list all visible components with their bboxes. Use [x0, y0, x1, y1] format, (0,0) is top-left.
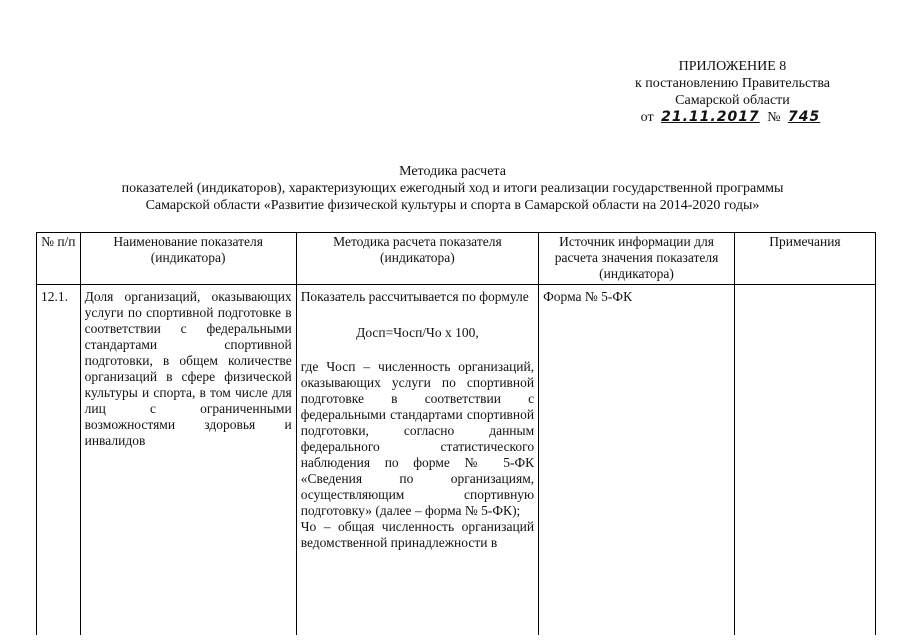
title-line-3: Самарской области «Развитие физической культуры и спорта в Самарской области на 2014-2020 годы»: [145, 198, 760, 213]
cell-number: 12.1.: [37, 285, 81, 635]
handwritten-date: 21.11.2017: [661, 109, 760, 125]
header-number: № п/п: [37, 233, 81, 285]
method-intro: Показатель рассчитывается по формуле: [300, 289, 529, 304]
method-formula: Досп=Чосп/Чо х 100,: [356, 325, 479, 340]
cell-method: [296, 285, 538, 635]
cell-notes: [734, 285, 875, 635]
appendix-date-line: [635, 109, 830, 126]
appendix-title: ПРИЛОЖЕНИЕ 8: [678, 59, 787, 74]
appendix-block: [635, 58, 830, 126]
header-notes: Примечания: [734, 233, 875, 285]
table-row: [37, 285, 876, 635]
title-line-2: показателей (индикаторов), характеризующих ежегодный ход и итоги реализации государственной программы: [121, 181, 784, 196]
handwritten-number: 745: [788, 109, 821, 125]
table-header-row: [37, 233, 876, 285]
cell-name: Доля организаций, оказывающих услуги по спортивной подготовке в соответствии с федеральными стандартами спортивной подготовки, в общем количестве организаций в сфере физической культуры и спорта, в том числе для лиц с ограниченными возможностями здоровья и инвалидов: [80, 285, 296, 635]
document-title: [0, 163, 905, 214]
appendix-region: Самарской области: [675, 93, 790, 108]
method-paragraph-1: где Чосп – численность организаций, оказывающих услуги по спортивной подготовке в соответствии с федеральными стандартами спортивной подготовки, согласно данным федерального статистического наблюдения по форме № 5-ФК «Сведения по организациям, осуществляющим спортивную подготовку» (далее – форма № 5-ФК);: [300, 359, 535, 518]
appendix-resolution: к постановлению Правительства: [634, 76, 830, 91]
header-name: Наименование показателя (индикатора): [80, 233, 296, 285]
number-prefix: №: [767, 110, 781, 125]
cell-source: Форма № 5-ФК: [539, 285, 735, 635]
indicators-table: [36, 232, 876, 635]
title-line-1: Методика расчета: [399, 164, 506, 179]
method-paragraph-2: Чо – общая численность организаций ведомственной принадлежности в: [300, 519, 535, 550]
date-prefix: от: [640, 110, 654, 125]
header-method: Методика расчета показателя (индикатора): [296, 233, 538, 285]
header-source: Источник информации для расчета значения показателя (индикатора): [539, 233, 735, 285]
